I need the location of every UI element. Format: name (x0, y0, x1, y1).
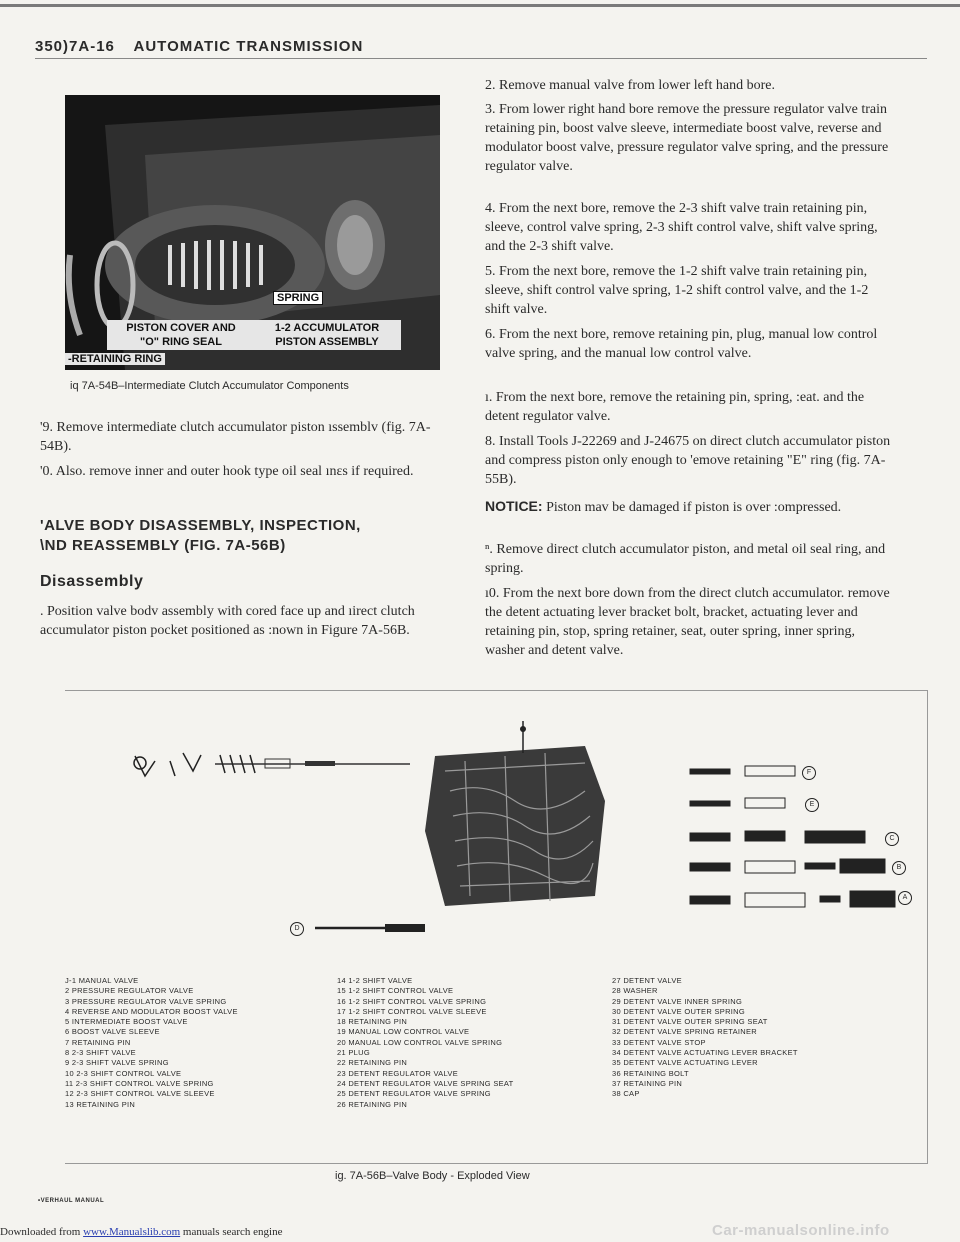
exploded-view-figure (65, 690, 928, 1164)
right-step-2: 2. Remove manual valve from lower left hand bore. (485, 78, 776, 93)
right-step-6: 6. From the next bore, remove retaining pin, plug, manual low control valve spring, and the manual low control valve. (485, 327, 878, 361)
legend-group-a (65, 976, 238, 1110)
exploded-view-drawing (65, 691, 927, 966)
download-footer (0, 1226, 282, 1238)
legend-item: 6 BOOST VALVE SLEEVE (65, 1027, 160, 1037)
right-step-8: 8. Install Tools J-22269 and J-24675 on direct clutch accumulator piston and compress piston only enough to 'emove retaining "E" ring (fig. 7A-55B). (485, 434, 891, 487)
legend-item: 37 RETAINING PIN (612, 1078, 683, 1088)
legend-item: 7 RETAINING PIN (65, 1037, 131, 1047)
right-step-7: ı. From the next bore, remove the retaining pin, spring, :eat. and the detent regulator valve. (485, 390, 865, 424)
legend-item: 5 INTERMEDIATE BOOST VALVE (65, 1017, 188, 1027)
callout-b: B (892, 861, 906, 875)
page-header (35, 38, 363, 55)
legend-item: 35 DETENT VALVE ACTUATING LEVER (612, 1058, 758, 1068)
legend-item: 27 DETENT VALVE (612, 976, 682, 985)
legend-item: 21 PLUG (337, 1048, 370, 1058)
left-step-10: '0. Also. remove inner and outer hook type oil seal ınεs if required. (40, 464, 414, 479)
legend-item: 4 REVERSE AND MODULATOR BOOST VALVE (65, 1006, 238, 1016)
notice-label: NOTICE: (485, 498, 543, 514)
legend-item: 16 1-2 SHIFT CONTROL VALVE SPRING (337, 996, 487, 1006)
legend-item: 28 WASHER (612, 986, 658, 996)
footer-prefix: Downloaded from (0, 1226, 84, 1238)
accumulator-label (253, 320, 401, 350)
legend-item: 33 DETENT VALVE STOP (612, 1037, 706, 1047)
legend-item: 26 RETAINING PIN (337, 1099, 408, 1109)
section-heading-line2: \ND REASSEMBLY (FIG. 7A-56B) (40, 537, 286, 554)
callout-d: D (290, 922, 304, 936)
notice (485, 497, 895, 517)
piston-cover-label (107, 320, 255, 350)
header-rule (35, 58, 927, 59)
left-step-1: . Position valve bodv assembly with cored face up and ıirect clutch accumulator piston pocket positioned as :nown in Figure 7A-56B. (40, 604, 415, 638)
legend-item: 34 DETENT VALVE ACTUATING LEVER BRACKET (612, 1048, 798, 1058)
legend-item: 30 DETENT VALVE OUTER SPRING (612, 1006, 746, 1016)
legend-item: 8 2-3 SHIFT VALVE (65, 1048, 136, 1058)
legend-item: 14 1-2 SHIFT VALVE (337, 976, 413, 985)
photo-caption: iq 7A-54B–Intermediate Clutch Accumulator Components (70, 380, 349, 392)
legend-item: 15 1-2 SHIFT CONTROL VALVE (337, 986, 454, 996)
chapter-title: AUTOMATIC TRANSMISSION (133, 38, 364, 55)
right-step-10: ı0. From the next bore down from the direct clutch accumulator. remove the detent actuating lever bracket bolt, bracket, actuating lever and retaining pin, stop, spring retainer, seat, outer spring, inner spring, washer and detent valve. (485, 586, 890, 658)
legend-item: 31 DETENT VALVE OUTER SPRING SEAT (612, 1017, 768, 1027)
legend-group-b (337, 976, 514, 1110)
legend-item: 12 2-3 SHIFT CONTROL VALVE SLEEVE (65, 1089, 215, 1099)
accumulator-label-line1: 1-2 ACCUMULATOR (274, 322, 380, 334)
piston-cover-label-line2: "O" RING SEAL (140, 336, 222, 348)
retaining-ring-label: -RETAINING RING (65, 353, 165, 365)
legend-group-c (612, 976, 798, 1100)
callout-e: E (805, 798, 819, 812)
legend-item: J-1 MANUAL VALVE (65, 976, 139, 985)
callout-f: F (802, 766, 816, 780)
legend-item: 3 PRESSURE REGULATOR VALVE SPRING (65, 996, 227, 1006)
legend-item: 2 PRESSURE REGULATOR VALVE (65, 986, 194, 996)
legend-item: 23 DETENT REGULATOR VALVE (337, 1068, 459, 1078)
legend-item: 22 RETAINING PIN (337, 1058, 408, 1068)
legend-item: 10 2-3 SHIFT CONTROL VALVE (65, 1068, 182, 1078)
legend-item: 13 RETAINING PIN (65, 1099, 136, 1109)
legend-item: 24 DETENT REGULATOR VALVE SPRING SEAT (337, 1078, 514, 1088)
right-step-9: ⁿ. Remove direct clutch accumulator piston, and metal oil seal ring, and spring. (485, 542, 886, 576)
legend-item: 9 2-3 SHIFT VALVE SPRING (65, 1058, 169, 1068)
exploded-view-caption: ig. 7A-56B–Valve Body - Exploded View (335, 1170, 530, 1182)
accumulator-photo (65, 95, 440, 370)
legend-item: 25 DETENT REGULATOR VALVE SPRING (337, 1089, 491, 1099)
manual-footer: •VERHAUL MANUAL (38, 1198, 105, 1204)
right-step-4: 4. From the next bore, remove the 2-3 shift valve train retaining pin, sleeve, control valve spring, 2-3 shift control valve, shift valve spring, and the 2-3 shift valve. (485, 201, 878, 254)
watermark: Car-manualsonline.info (712, 1222, 890, 1239)
piston-cover-label-line1: PISTON COVER AND (126, 322, 236, 334)
legend-item: 38 CAP (612, 1089, 640, 1099)
page-number: 350)7A-16 (35, 38, 115, 55)
callout-a: A (898, 891, 912, 905)
legend-item: 36 RETAINING BOLT (612, 1068, 689, 1078)
legend-item: 32 DETENT VALVE SPRING RETAINER (612, 1027, 758, 1037)
accumulator-label-line2: PISTON ASSEMBLY (275, 336, 379, 348)
callout-c: C (885, 832, 899, 846)
legend-item: 18 RETAINING PIN (337, 1017, 408, 1027)
footer-suffix: manuals search engine (180, 1226, 283, 1238)
spring-label: SPRING (273, 291, 323, 305)
top-rule (0, 4, 960, 7)
section-heading-line1: 'ALVE BODY DISASSEMBLY, INSPECTION, (40, 517, 361, 534)
manualslib-link[interactable]: www.Manualslib.com (83, 1226, 181, 1238)
left-step-9: '9. Remove intermediate clutch accumulator piston ıssemblv (fig. 7A-54B). (40, 420, 431, 454)
notice-text: Piston mav be damaged if piston is over :ompressed. (542, 500, 842, 515)
right-step-5: 5. From the next bore, remove the 1-2 shift valve train retaining pin, sleeve, shift control valve spring, 1-2 shift control valve, and the 1-2 shift valve. (485, 264, 869, 317)
section-heading (40, 516, 450, 556)
legend-item: 11 2-3 SHIFT CONTROL VALVE SPRING (65, 1078, 214, 1088)
legend-item: 19 MANUAL LOW CONTROL VALVE (337, 1027, 470, 1037)
legend-item: 29 DETENT VALVE INNER SPRING (612, 996, 743, 1006)
legend-item: 17 1-2 SHIFT CONTROL VALVE SLEEVE (337, 1006, 487, 1016)
subheading-disassembly: Disassembly (40, 573, 144, 590)
right-step-3: 3. From lower right hand bore remove the pressure regulator valve train retaining pin, boost valve sleeve, intermediate boost valve, reverse and modulator boost valve, pressure regulator valve spring, and the pressure regulator valve. (485, 102, 889, 174)
legend-item: 20 MANUAL LOW CONTROL VALVE SPRING (337, 1037, 503, 1047)
